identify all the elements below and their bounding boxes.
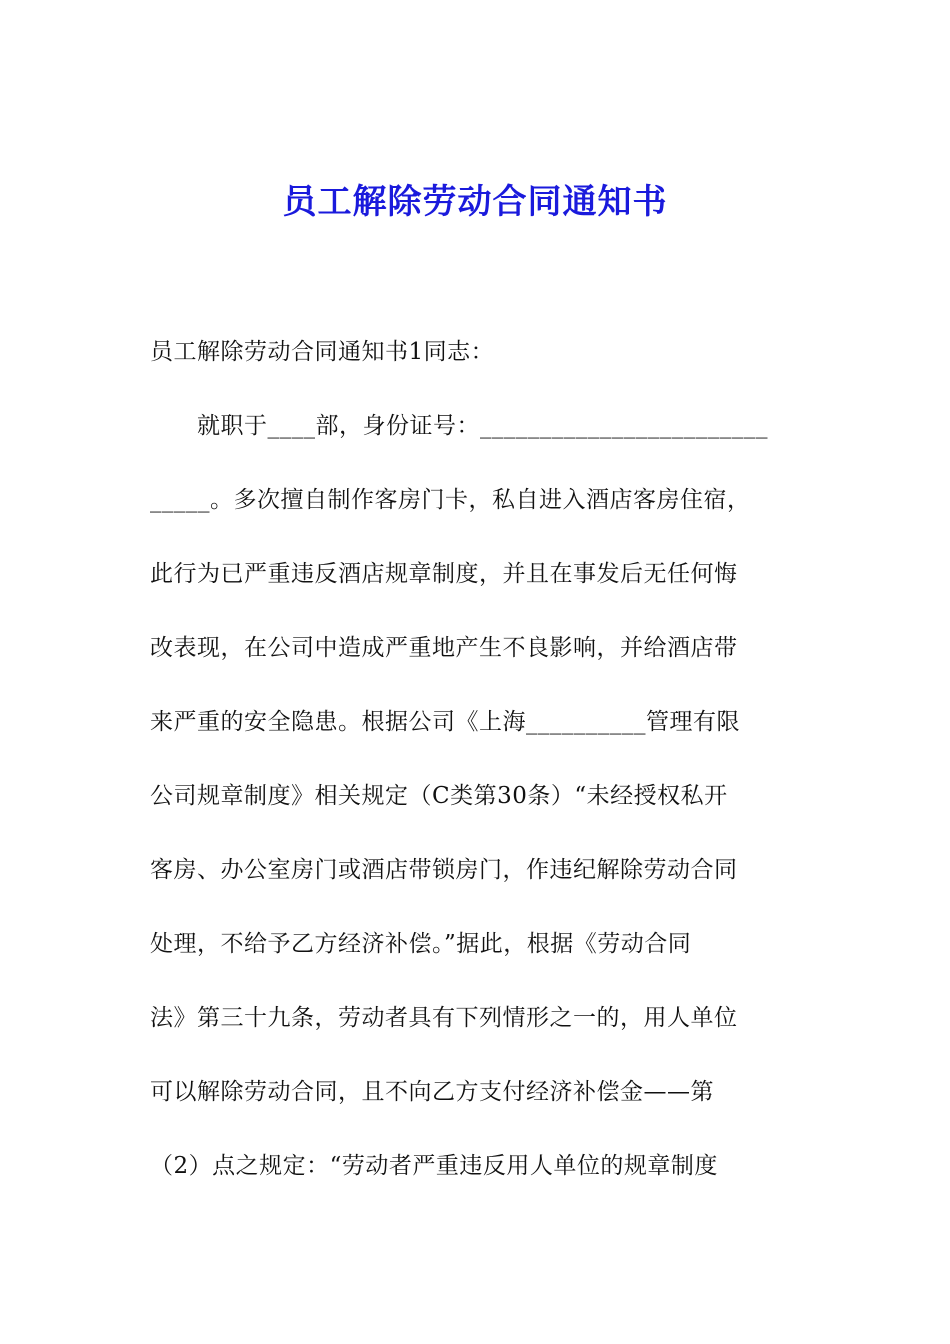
body-line-10: 法》第三十九条，劳动者具有下列情形之一的，用人单位	[150, 1005, 738, 1031]
body-line-4: 此行为已严重违反酒店规章制度，并且在事发后无任何悔	[150, 561, 738, 587]
body-line-1: 员工解除劳动合同通知书1同志：	[150, 339, 495, 365]
body-line-6: 来严重的安全隐患。根据公司《上海__________管理有限	[150, 709, 740, 735]
body-line-9: 处理，不给予乙方经济补偿。”据此，根据《劳动合同	[150, 931, 692, 957]
document-title: 员工解除劳动合同通知书	[282, 182, 668, 222]
body-line-3: _____。多次擅自制作客房门卡，私自进入酒店客房住宿，	[150, 487, 751, 513]
body-line-7: 公司规章制度》相关规定（C类第30条）“未经授权私开	[150, 783, 728, 809]
body-line-2: 就职于____部，身份证号：________________________	[150, 413, 768, 439]
body-line-11: 可以解除劳动合同，且不向乙方支付经济补偿金——第	[150, 1079, 714, 1105]
body-line-5: 改表现，在公司中造成严重地产生不良影响，并给酒店带	[150, 635, 738, 661]
body-line-12: （2）点之规定：“劳动者严重违反用人单位的规章制度	[150, 1153, 718, 1179]
body-line-8: 客房、办公室房门或酒店带锁房门，作违纪解除劳动合同	[150, 857, 738, 883]
